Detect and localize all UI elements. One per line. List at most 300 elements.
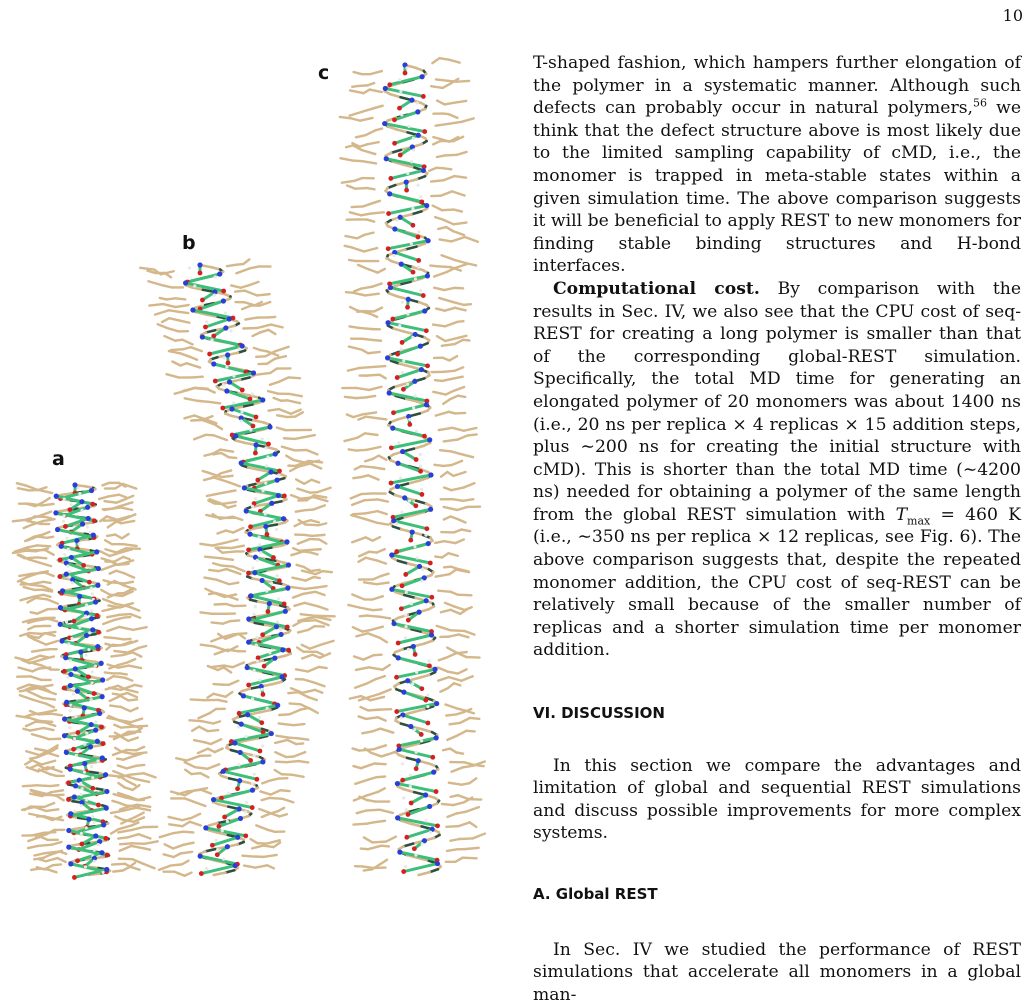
side-chain: [303, 592, 315, 594]
side-chain: [350, 212, 361, 215]
side-chain: [364, 837, 373, 842]
side-chain: [445, 308, 455, 311]
side-chain: [194, 388, 207, 389]
side-chain: [315, 592, 324, 595]
oxygen-atom: [248, 758, 253, 763]
side-chain: [372, 596, 382, 599]
side-chain: [299, 550, 313, 551]
side-chain: [185, 798, 193, 801]
nitrogen-atom: [424, 598, 429, 603]
side-chain: [125, 689, 137, 692]
side-chain: [262, 781, 270, 784]
side-chain: [194, 416, 203, 419]
hydrogen-atom: [213, 293, 216, 296]
hydrogen-atom: [232, 401, 235, 404]
hydrogen-atom: [270, 582, 273, 585]
side-chain: [136, 808, 149, 811]
hydrogen-atom: [69, 659, 72, 662]
nitrogen-atom: [273, 451, 278, 456]
side-chain: [231, 285, 240, 287]
side-chain: [361, 214, 371, 216]
oxygen-atom: [96, 630, 101, 635]
side-chain: [100, 551, 110, 556]
nitrogen-atom: [66, 845, 71, 850]
side-chain: [22, 807, 34, 810]
side-chain: [293, 594, 303, 598]
side-chain: [373, 537, 380, 541]
oxygen-atom: [259, 720, 264, 725]
nitrogen-atom: [95, 739, 100, 744]
side-chain: [32, 734, 41, 736]
side-chain: [255, 865, 267, 867]
side-chain: [379, 456, 387, 460]
side-chain: [115, 557, 124, 562]
oxygen-atom: [418, 469, 423, 474]
side-chain: [381, 574, 389, 576]
hydrogen-bond: [200, 856, 237, 864]
side-chain: [361, 287, 372, 289]
oxygen-atom: [411, 270, 416, 275]
side-chain: [128, 834, 139, 837]
side-chain: [366, 375, 379, 376]
oxygen-atom: [86, 674, 91, 679]
hydrogen-atom: [401, 371, 404, 374]
oxygen-atom: [421, 293, 426, 298]
nitrogen-atom: [396, 655, 401, 660]
side-chain: [215, 748, 223, 752]
side-chain: [374, 821, 385, 823]
side-chain: [44, 832, 56, 833]
oxygen-atom: [260, 632, 265, 637]
side-chain: [436, 79, 449, 81]
side-chain: [209, 570, 218, 571]
side-chain: [447, 735, 457, 739]
nitrogen-atom: [274, 624, 279, 629]
hydrogen-atom: [255, 636, 258, 639]
oxygen-atom: [282, 493, 287, 498]
side-chain: [36, 598, 47, 599]
side-chain: [373, 745, 386, 749]
side-chain: [296, 669, 308, 671]
side-chain: [380, 810, 393, 813]
side-chain: [296, 743, 303, 744]
side-chain: [13, 520, 25, 521]
hydrogen-atom: [412, 137, 415, 140]
side-chain: [455, 539, 464, 543]
nitrogen-atom: [382, 121, 387, 126]
side-chain: [453, 231, 464, 235]
side-chain: [104, 501, 116, 503]
hydrogen-atom: [71, 581, 74, 584]
side-chain: [377, 523, 388, 525]
side-chain: [107, 516, 117, 519]
side-chain: [183, 843, 193, 845]
polymer-figure: [0, 55, 500, 895]
hydrogen-atom: [87, 648, 90, 651]
side-chain: [460, 718, 470, 723]
hydrogen-atom: [420, 488, 423, 491]
hydrogen-bond: [202, 337, 240, 345]
oxygen-atom: [220, 406, 225, 411]
side-chain: [119, 627, 133, 630]
side-chain: [208, 764, 220, 768]
side-chain: [451, 630, 465, 631]
side-chain: [115, 638, 124, 639]
hydrogen-atom: [392, 254, 395, 257]
hydrogen-atom: [264, 482, 267, 485]
nitrogen-atom: [59, 544, 64, 549]
side-chain: [187, 756, 201, 761]
side-chain: [275, 770, 282, 774]
hydrogen-bond: [395, 135, 419, 143]
side-chain: [473, 834, 485, 839]
nitrogen-atom: [400, 449, 405, 454]
oxygen-atom: [246, 547, 251, 552]
side-chain: [130, 614, 140, 618]
hydrogen-atom: [416, 184, 419, 187]
hydrogen-bond: [394, 112, 417, 120]
hydrogen-atom: [406, 383, 409, 386]
side-chain: [374, 764, 385, 765]
oxygen-atom: [66, 780, 71, 785]
hydrogen-atom: [80, 832, 83, 835]
side-chain: [370, 71, 381, 74]
side-chain: [219, 558, 233, 560]
side-chain: [443, 399, 450, 404]
backbone-bond: [396, 129, 407, 132]
side-chain: [350, 696, 361, 699]
side-chain: [355, 684, 366, 688]
oxygen-atom: [222, 815, 227, 820]
side-chain: [459, 838, 472, 839]
hydrogen-atom: [83, 743, 86, 746]
side-chain: [377, 549, 385, 552]
nitrogen-atom: [387, 390, 392, 395]
nitrogen-atom: [267, 424, 272, 429]
side-chain: [442, 804, 453, 805]
nitrogen-atom: [281, 516, 286, 521]
oxygen-atom: [420, 492, 425, 497]
side-chain: [366, 810, 380, 811]
hydrogen-atom: [97, 843, 100, 846]
side-chain: [366, 417, 380, 419]
side-chain: [103, 620, 115, 624]
nitrogen-atom: [416, 133, 421, 138]
side-chain: [39, 770, 51, 775]
hydrogen-atom: [408, 499, 411, 502]
side-chain: [352, 594, 364, 599]
side-chain: [380, 860, 387, 865]
hydrogen-bond: [407, 829, 432, 837]
side-chain: [455, 264, 467, 268]
side-chain: [45, 852, 59, 854]
side-chain: [35, 516, 46, 517]
side-chain: [267, 359, 275, 364]
hydrogen-atom: [224, 311, 227, 314]
side-chain: [454, 683, 460, 685]
side-chain: [353, 161, 363, 162]
hydrogen-bond: [395, 252, 419, 260]
hydrogen-bond: [390, 194, 422, 202]
side-chain: [27, 545, 37, 547]
nitrogen-atom: [275, 478, 280, 483]
oxygen-atom: [243, 833, 248, 838]
backbone-bond: [408, 481, 419, 484]
oxygen-atom: [210, 843, 215, 848]
side-chain: [121, 508, 132, 510]
hydrogen-atom: [256, 660, 259, 663]
oxygen-atom: [207, 352, 212, 357]
side-chain: [362, 161, 376, 163]
side-chain: [211, 739, 221, 744]
side-chain: [355, 466, 361, 469]
side-chain: [311, 553, 317, 555]
side-chain: [118, 825, 131, 829]
nitrogen-atom: [93, 599, 98, 604]
side-chain: [29, 490, 38, 491]
side-chain: [193, 377, 203, 378]
nitrogen-atom: [85, 505, 90, 510]
hydrogen-atom: [261, 437, 264, 440]
hydrogen-atom: [400, 348, 403, 351]
nitrogen-atom: [395, 461, 400, 466]
side-chain: [318, 606, 327, 609]
oxygen-atom: [75, 858, 80, 863]
side-chain: [346, 236, 358, 238]
nitrogen-atom: [79, 499, 84, 504]
side-chain: [360, 367, 374, 368]
side-chain: [46, 723, 56, 726]
side-chain: [158, 324, 168, 328]
side-chain: [361, 466, 373, 467]
hydrogen-atom: [93, 849, 96, 852]
side-chain: [366, 558, 377, 561]
side-chain: [457, 321, 463, 322]
oxygen-atom: [80, 842, 85, 847]
side-chain: [179, 320, 189, 322]
side-chain: [446, 826, 458, 827]
side-chain: [262, 813, 271, 817]
side-chain: [291, 495, 301, 499]
hydrogen-bond: [250, 588, 288, 596]
hydrogen-atom: [276, 574, 279, 577]
side-chain: [118, 837, 128, 838]
oxygen-atom: [427, 663, 432, 668]
side-chain: [316, 620, 329, 625]
side-chain: [450, 839, 459, 841]
nitrogen-atom: [384, 156, 389, 161]
nitrogen-atom: [53, 510, 58, 515]
side-chain: [51, 790, 63, 792]
side-chain: [450, 723, 460, 724]
hydrogen-atom: [221, 829, 224, 832]
hydrogen-atom: [69, 704, 72, 707]
nitrogen-atom: [232, 863, 237, 868]
side-chain: [132, 823, 139, 826]
side-chain: [372, 340, 381, 341]
backbone-bond: [209, 823, 218, 825]
run-in-heading: Computational cost.: [553, 279, 760, 299]
hydrogen-atom: [408, 125, 411, 128]
side-chain: [223, 490, 235, 492]
side-chain: [440, 450, 451, 451]
hydrogen-bond: [243, 454, 275, 462]
side-chain: [442, 379, 450, 381]
side-chain: [455, 340, 463, 344]
side-chain: [352, 247, 364, 251]
oxygen-atom: [96, 803, 101, 808]
side-chain: [443, 465, 451, 466]
hydrogen-bond: [403, 772, 434, 780]
hydrogen-atom: [258, 716, 261, 719]
side-chain: [183, 832, 193, 833]
hydrogen-atom: [85, 826, 88, 829]
side-chain: [454, 210, 462, 212]
side-chain: [235, 291, 245, 292]
side-chain: [373, 842, 387, 843]
hydrogen-bond: [390, 77, 422, 85]
oxygen-atom: [72, 619, 77, 624]
side-chain: [371, 753, 381, 757]
oxygen-atom: [100, 741, 105, 746]
side-chain: [256, 825, 267, 829]
side-chain: [322, 641, 333, 644]
side-chain: [121, 521, 134, 523]
nitrogen-atom: [415, 109, 420, 114]
side-chain: [120, 843, 132, 844]
side-chain: [434, 465, 443, 466]
hydrogen-atom: [260, 688, 263, 691]
hydrogen-atom: [404, 625, 407, 628]
side-chain: [458, 669, 467, 673]
side-chain: [365, 233, 374, 235]
side-chain: [107, 718, 118, 720]
nitrogen-atom: [60, 588, 65, 593]
hydrogen-atom: [427, 659, 430, 662]
paragraph: T-shaped fashion, which hampers further elongation of the polymer in a systematic manner. Although such defects can probably occur in natural polymers,$^{56}$ we think that the defect structure above is most likely due to the limited sampling capability of cMD, i.e., the monomer is trapped in meta-stable states within a given simulation time. The above comparison suggests it will be beneficial to apply REST to new monomers for finding stable binding structures and H-bond interfaces.: [533, 52, 1021, 278]
hydrogen-atom: [419, 453, 422, 456]
side-chain: [130, 708, 137, 711]
backbone-bond: [85, 661, 95, 662]
nitrogen-atom: [419, 367, 424, 372]
oxygen-atom: [419, 732, 424, 737]
nitrogen-atom: [263, 524, 268, 529]
side-chain: [453, 499, 463, 501]
side-chain: [221, 453, 229, 457]
side-chain: [29, 559, 38, 562]
side-chain: [345, 246, 352, 248]
hydrogen-atom: [93, 860, 96, 863]
side-chain: [267, 865, 274, 868]
oxygen-atom: [404, 188, 409, 193]
nitrogen-atom: [383, 86, 388, 91]
backbone-bond: [404, 789, 414, 792]
side-chain: [369, 667, 383, 669]
side-chain: [365, 792, 378, 796]
nitrogen-atom: [424, 402, 429, 407]
hydrogen-atom: [261, 489, 264, 492]
side-chain: [115, 618, 124, 620]
oxygen-atom: [95, 613, 100, 618]
oxygen-atom: [104, 836, 109, 841]
nitrogen-atom: [203, 825, 208, 830]
hydrogen-atom: [249, 428, 252, 431]
side-chain: [181, 852, 192, 854]
hydrogen-atom: [405, 808, 408, 811]
side-chain: [207, 494, 214, 496]
oxygen-atom: [399, 606, 404, 611]
side-chain: [368, 846, 381, 849]
nitrogen-atom: [64, 750, 69, 755]
side-chain: [292, 578, 305, 581]
oxygen-atom: [389, 481, 394, 486]
hydrogen-atom: [63, 498, 66, 501]
side-chain: [17, 483, 27, 486]
side-chain: [155, 310, 169, 314]
side-chain: [245, 291, 258, 296]
side-chain: [353, 748, 360, 750]
side-chain: [101, 590, 110, 595]
oxygen-atom: [419, 199, 424, 204]
nitrogen-atom: [391, 621, 396, 626]
hydrogen-atom: [415, 430, 418, 433]
side-chain: [214, 435, 227, 440]
side-chain: [224, 666, 233, 668]
side-chain: [304, 480, 311, 484]
side-chain: [226, 692, 233, 697]
nitrogen-atom: [434, 701, 439, 706]
side-chain: [221, 476, 232, 477]
hydrogen-atom: [240, 410, 243, 413]
oxygen-atom: [425, 363, 430, 368]
side-chain: [284, 438, 295, 439]
side-chain: [365, 130, 375, 135]
side-chain: [225, 540, 237, 543]
nitrogen-atom: [84, 633, 89, 638]
side-chain: [463, 340, 469, 341]
side-chain: [135, 685, 142, 686]
side-chain: [369, 777, 377, 779]
hydrogen-atom: [68, 709, 71, 712]
side-chain: [229, 681, 238, 685]
side-chain: [268, 317, 275, 318]
nitrogen-atom: [100, 677, 105, 682]
side-chain: [308, 617, 317, 618]
oxygen-atom: [404, 835, 409, 840]
nitrogen-atom: [247, 532, 252, 537]
side-chain: [172, 361, 180, 365]
side-chain: [298, 761, 308, 762]
oxygen-atom: [408, 538, 413, 543]
side-chain: [457, 152, 466, 155]
side-chain: [173, 832, 183, 833]
side-chain: [122, 534, 129, 538]
nitrogen-atom: [389, 552, 394, 557]
side-chain: [24, 587, 35, 590]
side-chain: [201, 721, 213, 723]
nitrogen-atom: [238, 816, 243, 821]
oxygen-atom: [90, 502, 95, 507]
hydrogen-atom: [210, 338, 213, 341]
nitrogen-atom: [431, 770, 436, 775]
side-chain: [438, 227, 446, 229]
side-chain: [115, 816, 122, 819]
side-chain: [346, 292, 353, 293]
side-chain: [365, 519, 377, 523]
side-chain: [366, 679, 375, 684]
side-chain: [345, 438, 358, 441]
side-chain: [448, 672, 458, 674]
